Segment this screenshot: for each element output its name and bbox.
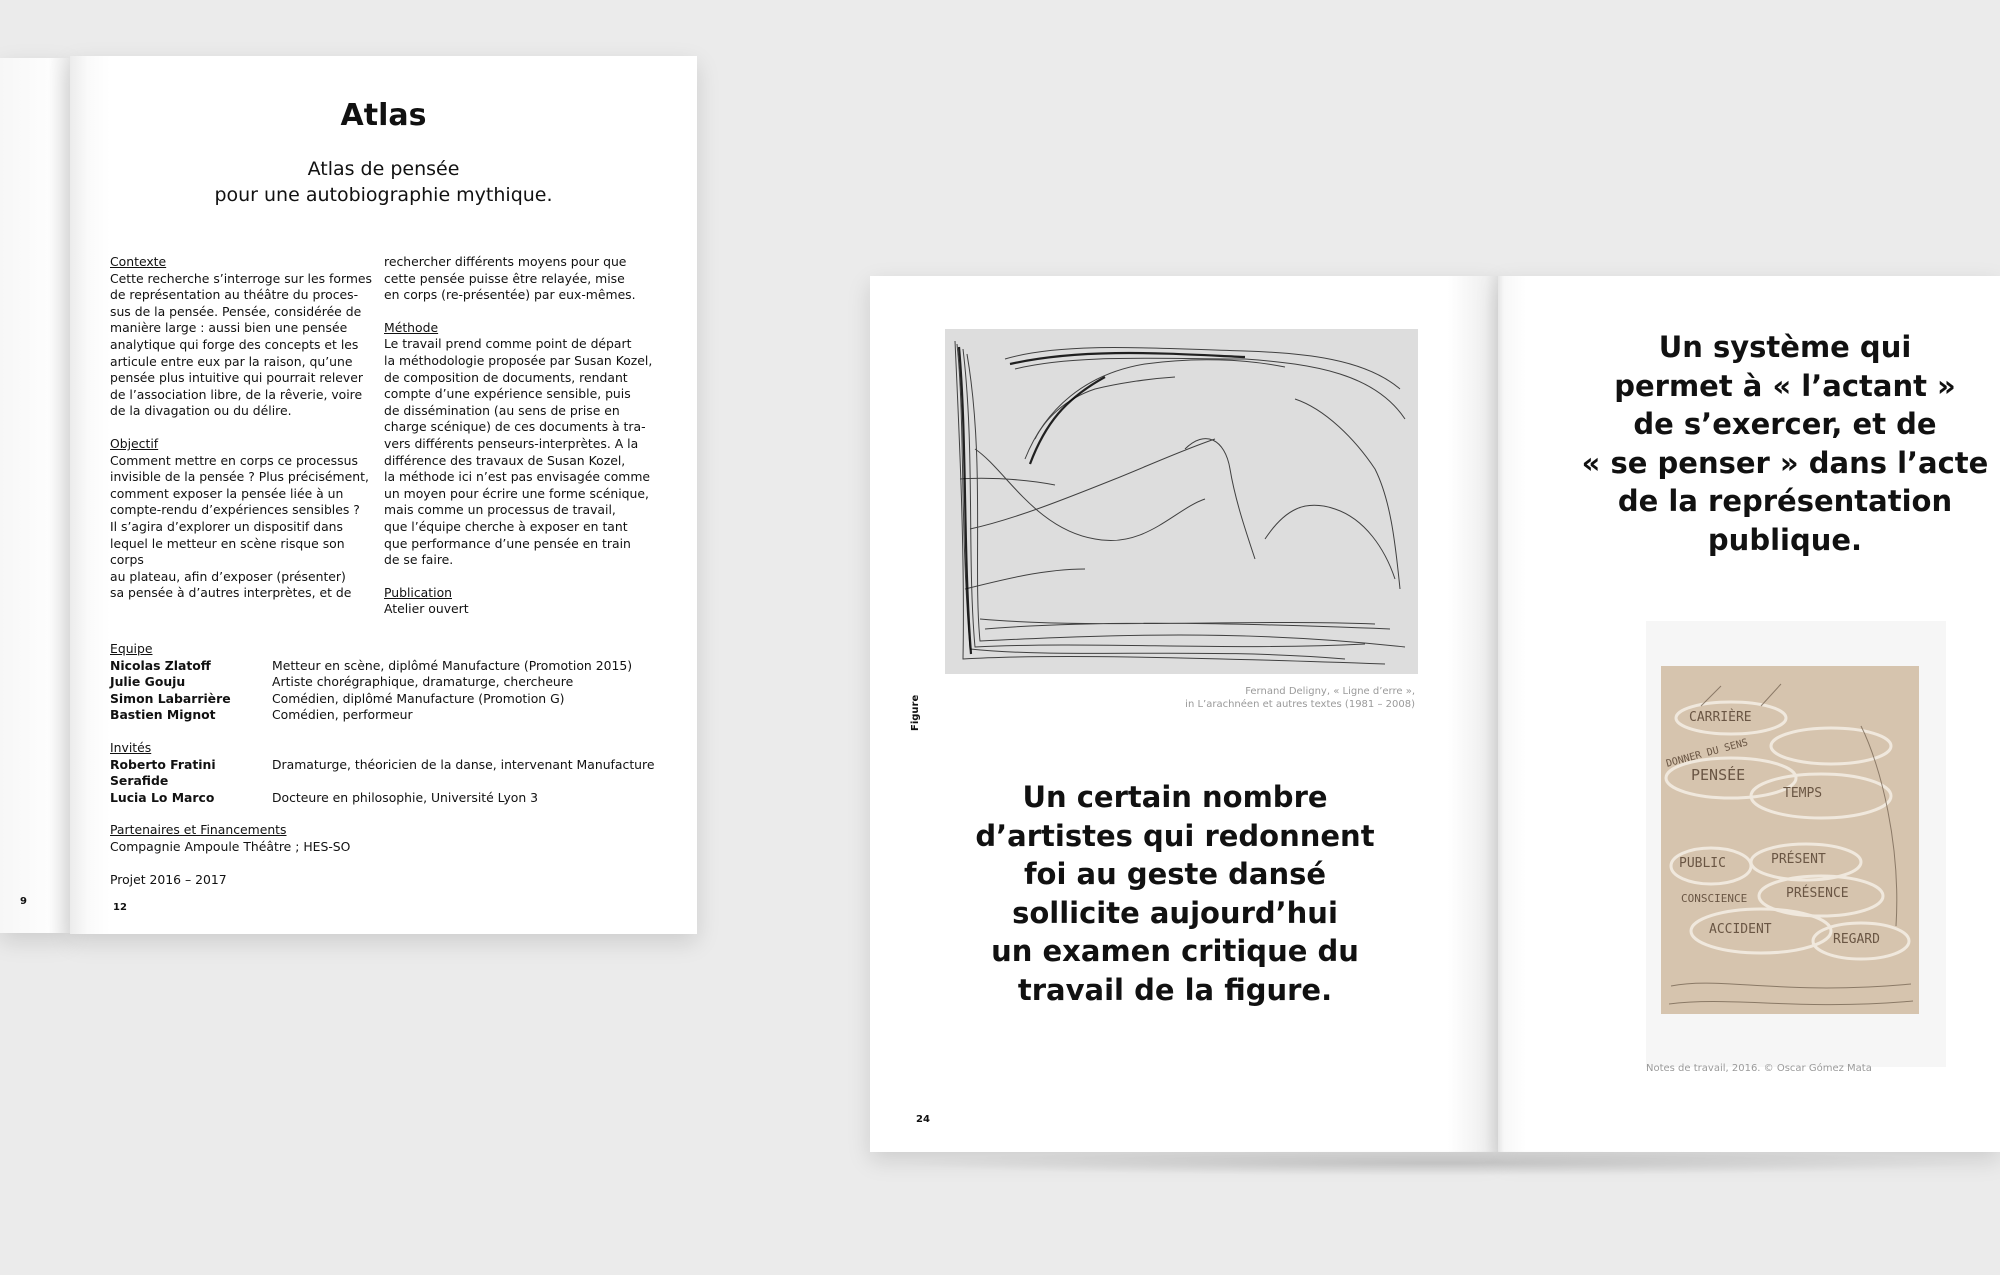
methode-line: charge scénique) de ces documents à tra-: [384, 419, 646, 435]
column-left: [110, 254, 372, 602]
continuation-line: en corps (re-présentée) par eux-mêmes.: [384, 287, 636, 303]
member-role: Metteur en scène, diplômé Manufacture (Promotion 2015): [272, 657, 633, 673]
methode-line: vers différents penseurs-interprètes. A la: [384, 435, 639, 451]
objectif-line: lequel le metteur en scène risque son corps: [110, 535, 345, 568]
team-member-row: [110, 674, 680, 691]
edge-page-number: 9: [20, 896, 27, 907]
contexte-line: analytique qui forge des concepts et les: [110, 336, 359, 352]
page-subtitle: [70, 156, 697, 208]
quote-line: Un système qui: [1658, 330, 1912, 364]
quote-line: sollicite aujourd’hui: [1012, 895, 1338, 930]
partenaires-value: Compagnie Ampoule Théâtre ; HES-SO: [110, 838, 351, 854]
methode-line: compte d’une expérience sensible, puis: [384, 386, 631, 402]
quote-line: un examen critique du: [991, 934, 1359, 968]
contexte-line: pensée plus intuitive qui pourrait relever: [110, 370, 363, 386]
note-word: PUBLIC: [1679, 856, 1726, 871]
methode-line: mais comme un processus de travail,: [384, 502, 616, 518]
subtitle-line: pour une autobiographie mythique.: [214, 184, 553, 206]
equipe-heading: Equipe: [110, 641, 153, 656]
methode-line: de dissémination (au sens de prise en: [384, 402, 620, 418]
objectif-line: sa pensée à d’autres interprètes, et de: [110, 585, 352, 601]
member-role: Comédien, diplômé Manufacture (Promotion G): [272, 690, 565, 706]
member-name: Simon Labarrière: [110, 690, 231, 706]
photo-caption: Notes de travail, 2016. © Oscar Gómez Mata: [1646, 1063, 1872, 1074]
spread-shadow: [890, 1150, 1990, 1176]
page-title: Atlas: [340, 98, 427, 133]
figure-side-label: Figure: [910, 694, 921, 731]
objectif-line: Il s’agira d’explorer un dispositif dans: [110, 518, 343, 534]
quote-line: publique.: [1707, 522, 1863, 557]
guest-row: [110, 790, 680, 807]
partenaires-heading: Partenaires et Financements: [110, 822, 287, 838]
methode-line: de se faire.: [384, 552, 454, 568]
continuation-line: cette pensée puisse être relayée, mise: [384, 270, 625, 286]
methode-line: différence des travaux de Susan Kozel,: [384, 452, 626, 468]
quote-line: de la représentation: [1617, 484, 1953, 518]
methode-line: de composition de documents, rendant: [384, 369, 628, 385]
note-word: DONNER DU SENS: [1665, 737, 1750, 770]
guest-role: Docteure en philosophie, Université Lyon 3: [272, 789, 539, 805]
contexte-line: de représentation au théâtre du proces-: [110, 287, 359, 303]
objectif-line: comment exposer la pensée liée à un: [110, 485, 344, 501]
objectif-heading: Objectif: [110, 435, 159, 451]
guest-name: Lucia Lo Marco: [110, 789, 215, 805]
contexte-heading: Contexte: [110, 254, 167, 269]
methode-line: que performance d’une pensée en train: [384, 535, 631, 551]
objectif-line: invisible de la pensée ? Plus précisément,: [110, 469, 369, 485]
member-role: Artiste chorégraphique, dramaturge, chercheure: [272, 674, 574, 690]
note-word: TEMPS: [1783, 786, 1823, 801]
invites-heading: Invités: [110, 739, 152, 755]
note-word: PRÉSENT: [1771, 852, 1826, 867]
note-word: REGARD: [1833, 932, 1880, 947]
previous-page-edge: [0, 58, 70, 933]
quote-line: travail de la figure.: [1017, 972, 1333, 1007]
quote-line: Un certain nombre: [1022, 780, 1328, 814]
quote-line: de s’exercer, et de: [1633, 407, 1937, 441]
subtitle-line: Atlas de pensée: [307, 158, 460, 180]
objectif-line: compte-rendu d’expériences sensibles ?: [110, 502, 360, 518]
guest-name: Roberto Fratini Serafide: [110, 756, 216, 789]
note-word: CARRIÈRE: [1689, 710, 1752, 725]
member-name: Bastien Mignot: [110, 707, 216, 723]
member-role: Comédien, performeur: [272, 707, 413, 723]
handwritten-notes-image: [1661, 666, 1919, 1014]
member-name: Julie Gouju: [110, 674, 186, 690]
contexte-line: articule entre eux par la raison, qu’une: [110, 353, 353, 369]
note-word: ACCIDENT: [1709, 922, 1772, 937]
caption-line: Fernand Deligny, « Ligne d’erre »,: [1245, 686, 1415, 697]
quote-line: permet à « l’actant »: [1614, 368, 1956, 403]
quote-line: foi au geste dansé: [1023, 857, 1327, 891]
note-word: CONSCIENCE: [1681, 892, 1748, 905]
scribble-lines: [945, 329, 1418, 674]
note-word: PRÉSENCE: [1786, 886, 1849, 901]
publication-heading: Publication: [384, 584, 452, 600]
drawing-caption: [1120, 686, 1415, 711]
note-word: PENSÉE: [1691, 766, 1746, 784]
contexte-line: de la divagation ou du délire.: [110, 403, 292, 419]
publication-value: Atelier ouvert: [384, 601, 469, 617]
quote-line: « se penser » dans l’acte: [1581, 445, 1989, 480]
methode-heading: Méthode: [384, 319, 439, 335]
notes-photo-frame: [1646, 621, 1946, 1067]
guest-row: [110, 757, 680, 790]
team-member-row: [110, 707, 680, 724]
credits-block: [110, 641, 680, 888]
contexte-line: de l’association libre, de la rêverie, voire: [110, 386, 363, 402]
spread-page-figure: [870, 276, 1498, 1152]
contexte-line: manière large : aussi bien une pensée: [110, 320, 348, 336]
page-number: 24: [916, 1114, 930, 1125]
projet-years: Projet 2016 – 2017: [110, 871, 227, 887]
team-member-row: [110, 691, 680, 708]
member-name: Nicolas Zlatoff: [110, 657, 211, 673]
spread-page-notes: [1498, 276, 2000, 1152]
objectif-line: au plateau, afin d’exposer (présenter): [110, 568, 346, 584]
methode-line: la méthode ici n’est pas envisagée comme: [384, 469, 651, 485]
page-number: 12: [113, 902, 127, 913]
objectif-line: Comment mettre en corps ce processus: [110, 452, 358, 468]
left-page-atlas: [70, 56, 697, 934]
pull-quote-left: [960, 778, 1390, 1009]
quote-line: d’artistes qui redonnent: [975, 818, 1375, 853]
contexte-line: Cette recherche s’interroge sur les formes: [110, 270, 372, 286]
pull-quote-right: [1570, 328, 2000, 559]
methode-line: la méthodologie proposée par Susan Kozel,: [384, 352, 653, 368]
guest-role: Dramaturge, théoricien de la danse, intervenant Manufacture: [272, 756, 655, 772]
line-drawing-image: [945, 329, 1418, 674]
caption-line: in L’arachnéen et autres textes (1981 – 2008): [1185, 698, 1415, 710]
team-member-row: [110, 658, 680, 675]
contexte-line: sus de la pensée. Pensée, considérée de: [110, 303, 362, 319]
methode-line: un moyen pour écrire une forme scénique,: [384, 485, 649, 501]
continuation-line: rechercher différents moyens pour que: [384, 254, 627, 269]
column-right: [384, 254, 674, 618]
methode-line: que l’équipe cherche à exposer en tant: [384, 518, 628, 534]
methode-line: Le travail prend comme point de départ: [384, 336, 632, 352]
